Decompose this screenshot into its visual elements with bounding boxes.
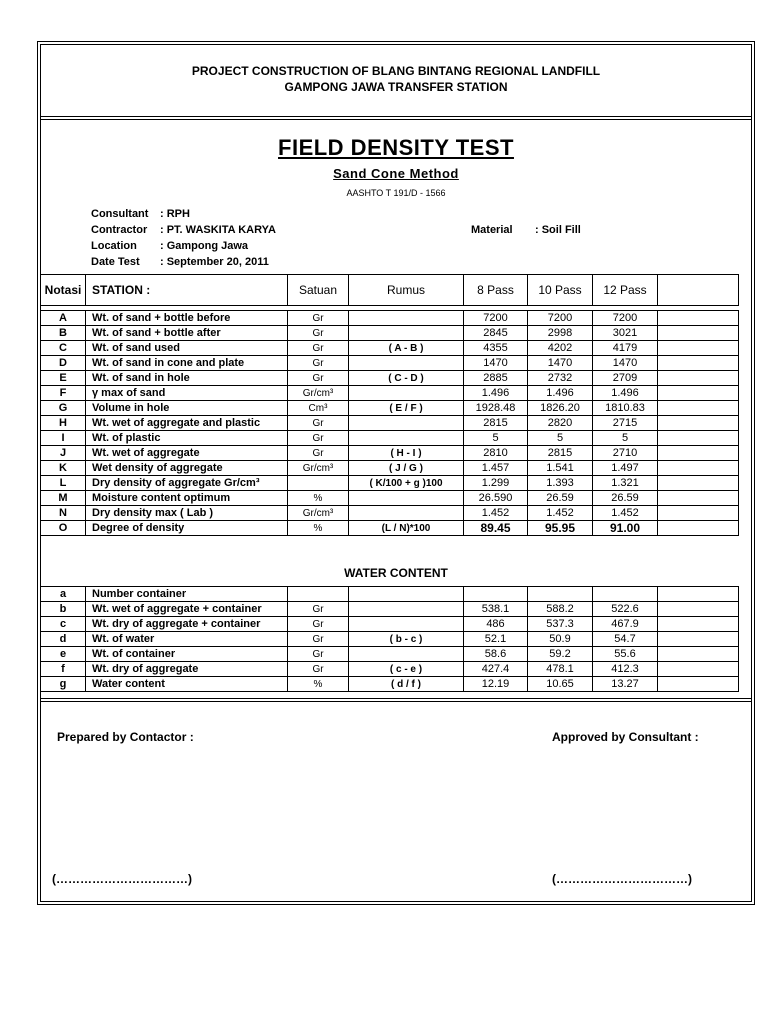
table-row [41,431,739,446]
row-unit: Gr [288,356,349,371]
row-description: Wt. dry of aggregate + container [86,617,288,632]
col-10-pass: 10 Pass [528,275,593,306]
col-notasi: Notasi [41,275,86,306]
row-notation: e [41,647,86,662]
row-value-10-pass: 59.2 [528,647,593,662]
table-row [41,386,739,401]
material-label: Material [471,224,513,236]
date-label: Date Test [91,256,140,268]
table-row [41,401,739,416]
row-value-8-pass [464,587,528,602]
row-notation: D [41,356,86,371]
table-row [41,662,739,677]
row-value-10-pass: 1470 [528,356,593,371]
row-value-12-pass: 1810.83 [593,401,658,416]
location-label: Location [91,240,137,252]
table-row [41,491,739,506]
row-value-8-pass: 486 [464,617,528,632]
row-description: Wt. of container [86,647,288,662]
row-description: γ max of sand [86,386,288,401]
row-notation: H [41,416,86,431]
row-value-8-pass: 2815 [464,416,528,431]
table-row [41,311,739,326]
row-value-8-pass: 89.45 [464,521,528,536]
approved-signature-line: (……………………………) [552,872,692,886]
date-value: : September 20, 2011 [160,256,269,268]
table-row [41,632,739,647]
row-value-12-pass: 1.452 [593,506,658,521]
row-description: Water content [86,677,288,692]
row-value-10-pass: 5 [528,431,593,446]
col-rumus: Rumus [349,275,464,306]
row-notation: N [41,506,86,521]
row-unit: Gr [288,431,349,446]
table-row [41,677,739,692]
density-table-header [40,274,739,306]
row-extra [658,326,739,341]
row-description: Degree of density [86,521,288,536]
divider [40,116,752,117]
row-value-10-pass: 1.452 [528,506,593,521]
row-extra [658,491,739,506]
row-value-12-pass: 26.59 [593,491,658,506]
row-unit: % [288,491,349,506]
row-extra [658,617,739,632]
row-extra [658,677,739,692]
row-description: Wt. of sand in cone and plate [86,356,288,371]
row-formula: ( b - c ) [349,632,464,647]
row-formula [349,491,464,506]
row-description: Wet density of aggregate [86,461,288,476]
row-extra [658,662,739,677]
row-value-8-pass: 1.452 [464,506,528,521]
row-value-8-pass: 2810 [464,446,528,461]
col-station: STATION : [86,275,288,306]
table-row [41,356,739,371]
row-notation: I [41,431,86,446]
row-value-8-pass: 2885 [464,371,528,386]
row-extra [658,431,739,446]
row-value-12-pass: 3021 [593,326,658,341]
row-description: Wt. of sand used [86,341,288,356]
row-extra [658,506,739,521]
row-notation: L [41,476,86,491]
row-unit: Gr [288,617,349,632]
row-description: Wt. of plastic [86,431,288,446]
table-row [41,416,739,431]
row-value-10-pass: 2998 [528,326,593,341]
row-notation: E [41,371,86,386]
row-extra [658,311,739,326]
row-value-12-pass: 1.321 [593,476,658,491]
density-table [40,310,739,536]
row-notation: A [41,311,86,326]
contractor-value: : PT. WASKITA KARYA [160,224,276,236]
divider [40,119,752,120]
row-value-12-pass: 1470 [593,356,658,371]
row-unit: Gr [288,647,349,662]
row-extra [658,587,739,602]
row-value-12-pass: 2710 [593,446,658,461]
row-unit: Gr/cm³ [288,506,349,521]
divider [40,698,752,699]
row-notation: d [41,632,86,647]
row-value-8-pass: 26.590 [464,491,528,506]
row-value-10-pass: 1.541 [528,461,593,476]
row-value-12-pass: 467.9 [593,617,658,632]
row-unit: Gr [288,662,349,677]
row-value-8-pass: 1470 [464,356,528,371]
row-unit: Gr [288,311,349,326]
table-row [41,602,739,617]
row-formula: ( H - I ) [349,446,464,461]
row-value-8-pass: 58.6 [464,647,528,662]
row-notation: g [41,677,86,692]
row-notation: F [41,386,86,401]
table-row [41,617,739,632]
row-notation: J [41,446,86,461]
row-extra [658,461,739,476]
table-row [41,506,739,521]
row-formula: (L / N)*100 [349,521,464,536]
row-description: Wt. of sand + bottle after [86,326,288,341]
row-formula: ( d / f ) [349,677,464,692]
row-value-12-pass: 7200 [593,311,658,326]
table-row [41,446,739,461]
row-value-10-pass: 1826.20 [528,401,593,416]
table-row [41,461,739,476]
row-value-8-pass: 1.457 [464,461,528,476]
row-value-12-pass: 522.6 [593,602,658,617]
row-description: Wt. wet of aggregate [86,446,288,461]
table-row [41,587,739,602]
row-formula [349,602,464,617]
row-value-10-pass: 1.496 [528,386,593,401]
row-unit [288,476,349,491]
approved-by-label: Approved by Consultant : [552,730,699,744]
row-unit [288,587,349,602]
row-value-10-pass: 26.59 [528,491,593,506]
row-value-12-pass: 4179 [593,341,658,356]
row-formula [349,617,464,632]
row-notation: f [41,662,86,677]
row-unit: Gr [288,416,349,431]
row-unit: Gr [288,632,349,647]
row-value-10-pass: 478.1 [528,662,593,677]
row-formula: ( C - D ) [349,371,464,386]
row-extra [658,371,739,386]
row-notation: K [41,461,86,476]
consultant-value: : RPH [160,208,190,220]
row-value-8-pass: 1.496 [464,386,528,401]
row-extra [658,476,739,491]
row-value-10-pass [528,587,593,602]
row-extra [658,341,739,356]
col-12-pass: 12 Pass [593,275,658,306]
table-row [41,476,739,491]
divider [40,701,752,702]
row-formula [349,431,464,446]
row-unit: Cm³ [288,401,349,416]
row-value-8-pass: 538.1 [464,602,528,617]
col-extra [658,275,739,306]
table-row [41,371,739,386]
row-description: Dry density max ( Lab ) [86,506,288,521]
row-value-10-pass: 2815 [528,446,593,461]
row-unit: Gr [288,341,349,356]
row-formula: ( E / F ) [349,401,464,416]
row-formula [349,356,464,371]
row-description: Wt. wet of aggregate + container [86,602,288,617]
row-extra [658,647,739,662]
row-notation: M [41,491,86,506]
row-value-8-pass: 1.299 [464,476,528,491]
row-notation: a [41,587,86,602]
row-description: Wt. dry of aggregate [86,662,288,677]
row-extra [658,521,739,536]
row-unit: Gr/cm³ [288,386,349,401]
row-formula [349,386,464,401]
row-unit: % [288,521,349,536]
row-value-8-pass: 427.4 [464,662,528,677]
row-extra [658,632,739,647]
row-value-10-pass: 537.3 [528,617,593,632]
row-value-8-pass: 52.1 [464,632,528,647]
project-title-line2: GAMPONG JAWA TRANSFER STATION [284,80,508,94]
water-content-title: WATER CONTENT [344,566,448,580]
table-row [41,647,739,662]
row-value-8-pass: 7200 [464,311,528,326]
row-formula [349,416,464,431]
row-description: Dry density of aggregate Gr/cm³ [86,476,288,491]
row-value-12-pass: 1.496 [593,386,658,401]
row-formula [349,506,464,521]
row-value-12-pass: 54.7 [593,632,658,647]
prepared-signature-line: (……………………………) [52,872,192,886]
table-row [41,341,739,356]
row-unit: Gr [288,326,349,341]
row-value-12-pass: 412.3 [593,662,658,677]
row-description: Wt. wet of aggregate and plastic [86,416,288,431]
row-formula [349,587,464,602]
row-notation: B [41,326,86,341]
table-row [41,326,739,341]
row-value-8-pass: 5 [464,431,528,446]
row-value-12-pass: 55.6 [593,647,658,662]
row-unit: Gr/cm³ [288,461,349,476]
row-notation: c [41,617,86,632]
row-value-10-pass: 50.9 [528,632,593,647]
row-value-8-pass: 4355 [464,341,528,356]
row-value-10-pass: 7200 [528,311,593,326]
row-formula: ( K/100 + g )100 [349,476,464,491]
water-content-table [40,586,739,692]
contractor-label: Contractor [91,224,148,236]
row-value-10-pass: 10.65 [528,677,593,692]
row-description: Volume in hole [86,401,288,416]
row-value-10-pass: 2820 [528,416,593,431]
row-notation: C [41,341,86,356]
page-title: FIELD DENSITY TEST [278,135,514,160]
row-notation: G [41,401,86,416]
table-row [41,521,739,536]
row-description: Wt. of water [86,632,288,647]
row-description: Wt. of sand + bottle before [86,311,288,326]
row-value-10-pass: 2732 [528,371,593,386]
row-formula [349,647,464,662]
row-unit: % [288,677,349,692]
row-extra [658,386,739,401]
row-value-10-pass: 95.95 [528,521,593,536]
row-notation: O [41,521,86,536]
row-value-12-pass: 91.00 [593,521,658,536]
row-extra [658,356,739,371]
project-title-line1: PROJECT CONSTRUCTION OF BLANG BINTANG REGIONAL LANDFILL [191,64,601,78]
location-value: : Gampong Jawa [160,240,249,252]
row-value-8-pass: 1928.48 [464,401,528,416]
row-value-12-pass: 2709 [593,371,658,386]
row-formula [349,311,464,326]
consultant-label: Consultant [91,208,149,220]
row-description: Wt. of sand in hole [86,371,288,386]
row-notation: b [41,602,86,617]
row-value-12-pass: 2715 [593,416,658,431]
row-description: Moisture content optimum [86,491,288,506]
row-description: Number container [86,587,288,602]
standard-reference: AASHTO T 191/D - 1566 [346,188,446,198]
row-extra [658,416,739,431]
row-extra [658,602,739,617]
row-value-8-pass: 2845 [464,326,528,341]
prepared-by-label: Prepared by Contactor : [57,730,194,744]
row-formula: ( J / G ) [349,461,464,476]
row-value-10-pass: 588.2 [528,602,593,617]
col-8-pass: 8 Pass [464,275,528,306]
row-extra [658,401,739,416]
row-value-12-pass: 1.497 [593,461,658,476]
row-value-12-pass: 13.27 [593,677,658,692]
col-satuan: Satuan [288,275,349,306]
row-value-8-pass: 12.19 [464,677,528,692]
row-formula: ( c - e ) [349,662,464,677]
row-value-10-pass: 4202 [528,341,593,356]
row-value-12-pass: 5 [593,431,658,446]
row-unit: Gr [288,371,349,386]
page-subtitle: Sand Cone Method [333,166,459,181]
row-formula: ( A - B ) [349,341,464,356]
row-extra [658,446,739,461]
row-unit: Gr [288,446,349,461]
row-unit: Gr [288,602,349,617]
material-value: : Soil Fill [535,224,581,236]
row-value-12-pass [593,587,658,602]
row-formula [349,326,464,341]
row-value-10-pass: 1.393 [528,476,593,491]
